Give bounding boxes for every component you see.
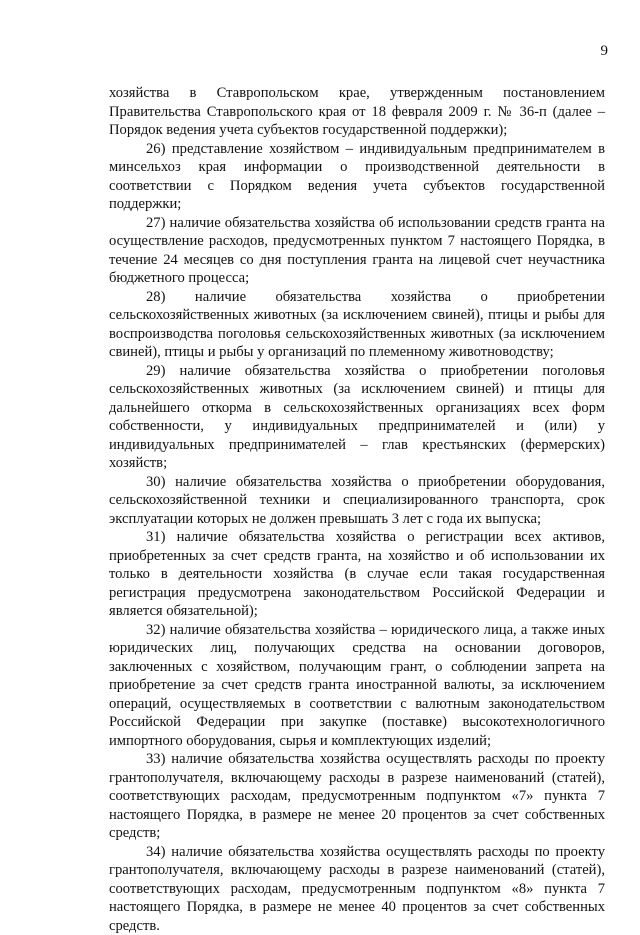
paragraph-item-29: 29) наличие обязательства хозяйства о приобретении поголовья сельскохозяйственных животных (за исключением свиней) и птицы для дальнейшего откорма в сельскохозяйственных организациях всех форм собственности, у индивидуальных предпринимателей и (или) у индивидуальных предпринимателей – глав крестьянских (фермерских) хозяйств; [109,362,605,473]
paragraph-item-33: 33) наличие обязательства хозяйства осуществлять расходы по проекту грантополучателя, включающему расходы в разрезе наименований (статей), соответствующих расходам, предусмотренным подпунктом «7» пункта 7 настоящего Порядка, в размере не менее 20 процентов за счет собственных средств; [109,750,605,843]
document-body [109,84,605,935]
page-number: 9 [601,42,609,60]
paragraph-item-27: 27) наличие обязательства хозяйства об использовании средств гранта на осуществление расходов, предусмотренных пунктом 7 настоящего Порядка, в течение 24 месяцев со дня поступления гранта на лицевой счет неучастника бюджетного процесса; [109,214,605,288]
paragraph-continuation: хозяйства в Ставропольском крае, утвержденным постановлением Правительства Ставропольского края от 18 февраля 2009 г. № 36-п (далее – Порядок ведения учета субъектов государственной поддержки); [109,84,605,140]
paragraph-item-34: 34) наличие обязательства хозяйства осуществлять расходы по проекту грантополучателя, включающему расходы в разрезе наименований (статей), соответствующих расходам, предусмотренным подпунктом «8» пункта 7 настоящего Порядка, в размере не менее 40 процентов за счет собственных средств. [109,843,605,935]
paragraph-item-31: 31) наличие обязательства хозяйства о регистрации всех активов, приобретенных за счет средств гранта, на хозяйство и об использовании их только в деятельности хозяйства (в случае если такая государственная регистрация предусмотрена законодательством Российской Федерации и является обязательной); [109,528,605,621]
paragraph-item-26: 26) представление хозяйством – индивидуальным предпринимателем в минсельхоз края информации о производственной деятельности в соответствии с Порядком ведения учета субъектов государственной поддержки; [109,140,605,214]
paragraph-item-30: 30) наличие обязательства хозяйства о приобретении оборудования, сельскохозяйственной техники и специализированного транспорта, срок эксплуатации которых не должен превышать 3 лет с года их выпуска; [109,473,605,529]
paragraph-item-28: 28) наличие обязательства хозяйства о приобретении сельскохозяйственных животных (за исключением свиней), птицы и рыбы для воспроизводства поголовья сельскохозяйственных животных (за исключением свиней), птицы и рыбы у организаций по племенному животноводству; [109,288,605,362]
paragraph-item-32: 32) наличие обязательства хозяйства – юридического лица, а также иных юридических лиц, получающих средства на основании договоров, заключенных с хозяйством, получающим грант, о соблюдении запрета на приобретение за счет средств гранта иностранной валюты, за исключением операций, осуществляемых в соответствии с валютным законодательством Российской Федерации при закупке (поставке) высокотехнологичного импортного оборудования, сырья и комплектующих изделий; [109,621,605,751]
